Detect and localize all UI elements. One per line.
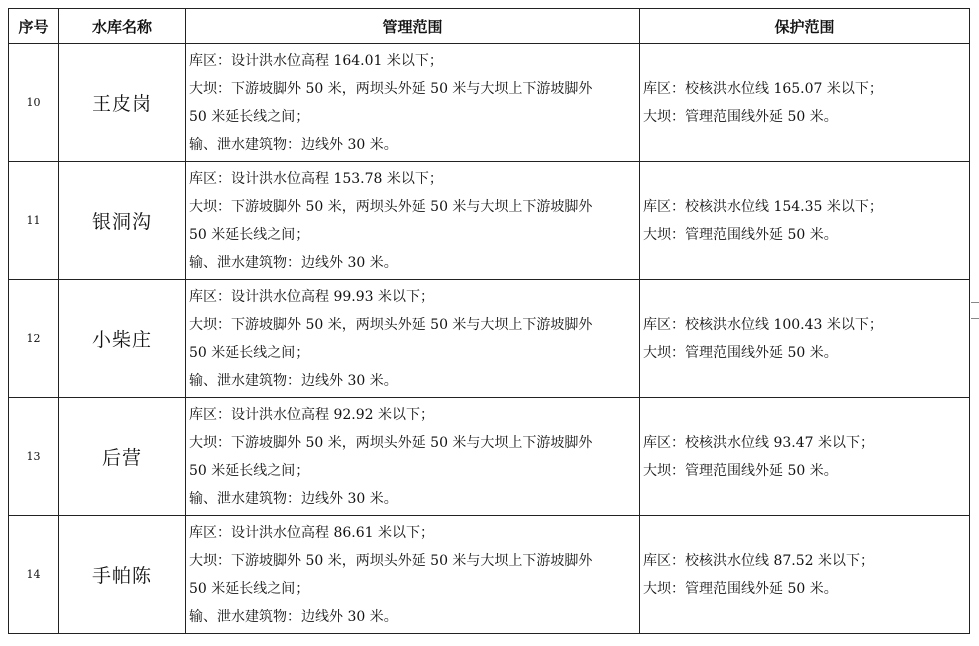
cell-reservoir-name: 手帕陈 [59,516,186,634]
table-row [9,516,970,634]
management-line: 50 米延长线之间； [189,462,310,479]
protection-line: 库区：校核洪水位线 93.47 米以下； [643,434,874,451]
protection-line: 库区：校核洪水位线 100.43 米以下； [643,316,883,333]
header-no: 序号 [9,9,59,44]
management-line: 大坝：下游坡脚外 50 米，两坝头外延 50 米与大坝上下游坡脚外 [189,434,593,451]
management-line: 输、泄水建筑物：边线外 30 米。 [189,490,398,507]
cell-reservoir-name: 小柴庄 [59,280,186,398]
management-line: 库区：设计洪水位高程 153.78 米以下； [189,170,443,187]
table-row [9,280,970,398]
protection-line: 大坝：管理范围线外延 50 米。 [643,580,838,597]
page-edge-mark [971,302,979,303]
management-line: 库区：设计洪水位高程 86.61 米以下； [189,524,434,541]
header-name: 水库名称 [59,9,186,44]
table-row [9,162,970,280]
cell-management-range [186,280,640,398]
management-line: 大坝：下游坡脚外 50 米，两坝头外延 50 米与大坝上下游坡脚外 [189,316,593,333]
management-line: 库区：设计洪水位高程 99.93 米以下； [189,288,434,305]
cell-no: 14 [9,516,59,634]
cell-no: 11 [9,162,59,280]
cell-no: 10 [9,44,59,162]
management-line: 50 米延长线之间； [189,226,310,243]
cell-protection-range [640,280,970,398]
management-line: 50 米延长线之间； [189,344,310,361]
management-line: 输、泄水建筑物：边线外 30 米。 [189,254,398,271]
cell-management-range [186,44,640,162]
cell-reservoir-name: 王皮岗 [59,44,186,162]
table-row [9,44,970,162]
header-row [9,9,970,44]
cell-protection-range [640,398,970,516]
protection-line: 大坝：管理范围线外延 50 米。 [643,344,838,361]
header-protection: 保护范围 [640,9,970,44]
management-line: 库区：设计洪水位高程 92.92 米以下； [189,406,434,423]
cell-no: 13 [9,398,59,516]
management-line: 输、泄水建筑物：边线外 30 米。 [189,136,398,153]
management-line: 大坝：下游坡脚外 50 米，两坝头外延 50 米与大坝上下游坡脚外 [189,552,593,569]
management-line: 库区：设计洪水位高程 164.01 米以下； [189,52,443,69]
cell-protection-range [640,44,970,162]
protection-line: 大坝：管理范围线外延 50 米。 [643,462,838,479]
cell-management-range [186,398,640,516]
header-management: 管理范围 [186,9,640,44]
protection-line: 大坝：管理范围线外延 50 米。 [643,108,838,125]
protection-line: 库区：校核洪水位线 165.07 米以下； [643,80,883,97]
management-line: 50 米延长线之间； [189,108,310,125]
cell-protection-range [640,162,970,280]
reservoir-range-table [8,8,970,634]
management-line: 输、泄水建筑物：边线外 30 米。 [189,608,398,625]
protection-line: 库区：校核洪水位线 87.52 米以下； [643,552,874,569]
protection-line: 库区：校核洪水位线 154.35 米以下； [643,198,883,215]
management-line: 大坝：下游坡脚外 50 米，两坝头外延 50 米与大坝上下游坡脚外 [189,198,593,215]
management-line: 输、泄水建筑物：边线外 30 米。 [189,372,398,389]
cell-reservoir-name: 后营 [59,398,186,516]
cell-protection-range [640,516,970,634]
cell-reservoir-name: 银洞沟 [59,162,186,280]
management-line: 大坝：下游坡脚外 50 米，两坝头外延 50 米与大坝上下游坡脚外 [189,80,593,97]
page-edge-mark [971,318,979,319]
protection-line: 大坝：管理范围线外延 50 米。 [643,226,838,243]
management-line: 50 米延长线之间； [189,580,310,597]
cell-management-range [186,516,640,634]
table-row [9,398,970,516]
cell-no: 12 [9,280,59,398]
cell-management-range [186,162,640,280]
